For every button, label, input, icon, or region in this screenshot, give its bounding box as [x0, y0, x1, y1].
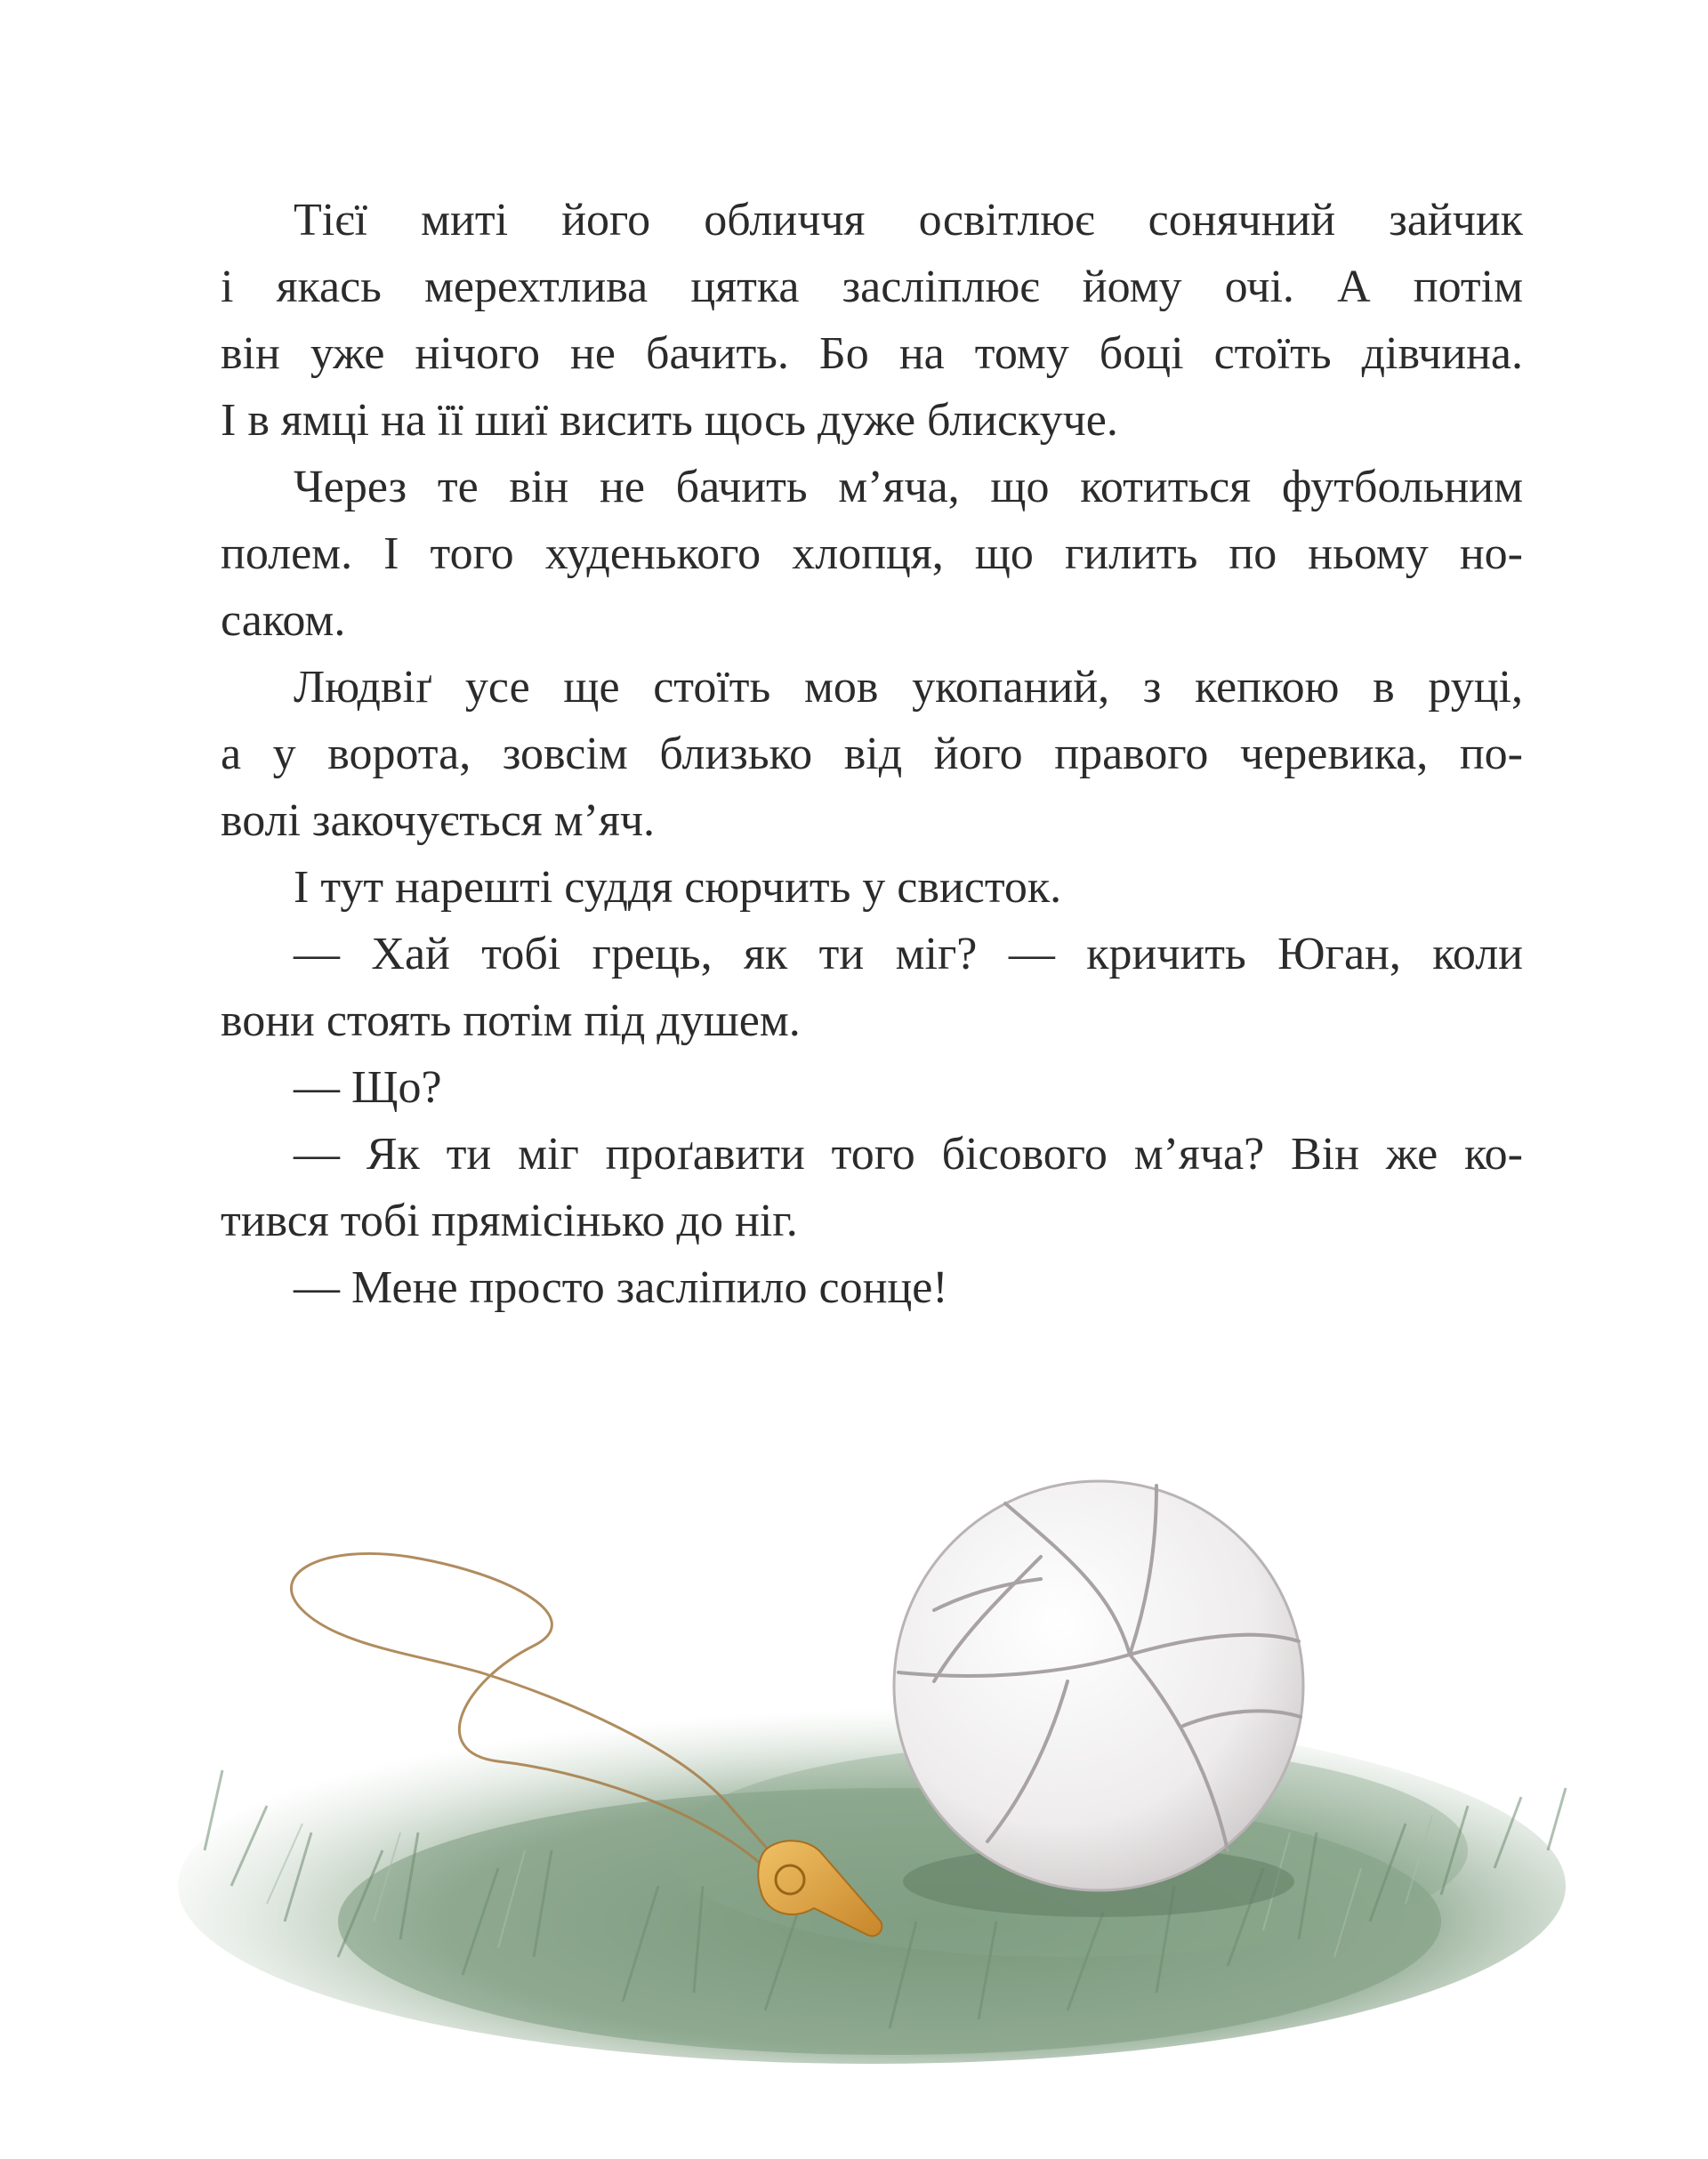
text-line: саком.: [221, 595, 346, 646]
text-line: — Що?: [294, 1062, 442, 1113]
text-line: І тут нарешті суддя сюрчить у свисток.: [294, 862, 1062, 913]
text-line: — Як ти міг проґавити того бісового м’яча? Він же ко-: [294, 1129, 1523, 1180]
story-text: [221, 187, 1523, 1321]
football-illustration: [0, 1388, 1708, 2159]
text-line: волі закочується м’яч.: [221, 795, 656, 846]
text-line: тився тобі прямісінько до ніг.: [221, 1196, 798, 1246]
text-line: Через те він не бачить м’яча, що котиться футбольним: [294, 462, 1523, 512]
ball-icon: [894, 1481, 1303, 1890]
text-line: — Мене просто засліпило сонце!: [294, 1262, 948, 1313]
text-line: він уже нічого не бачить. Бо на тому боці стоїть дівчина.: [221, 328, 1523, 379]
grass: [178, 1708, 1566, 2064]
text-line: і якась мерехтлива цятка засліплює йому очі. А потім: [221, 262, 1523, 312]
text-line: І в ямці на її шиї висить щось дуже блискуче.: [221, 395, 1118, 446]
text-line: а у ворота, зовсім близько від його правого черевика, по-: [221, 729, 1523, 779]
text-line: Людвіґ усе ще стоїть мов укопаний, з кепкою в руці,: [294, 662, 1523, 713]
text-line: — Хай тобі грець, як ти міг? — кричить Юган, коли: [294, 929, 1523, 979]
text-line: вони стоять потім під душем.: [221, 995, 801, 1046]
text-line: полем. І того худенького хлопця, що гилить по ньому но-: [221, 528, 1523, 579]
text-line: Тієї миті його обличчя освітлює сонячний зайчик: [294, 195, 1523, 246]
